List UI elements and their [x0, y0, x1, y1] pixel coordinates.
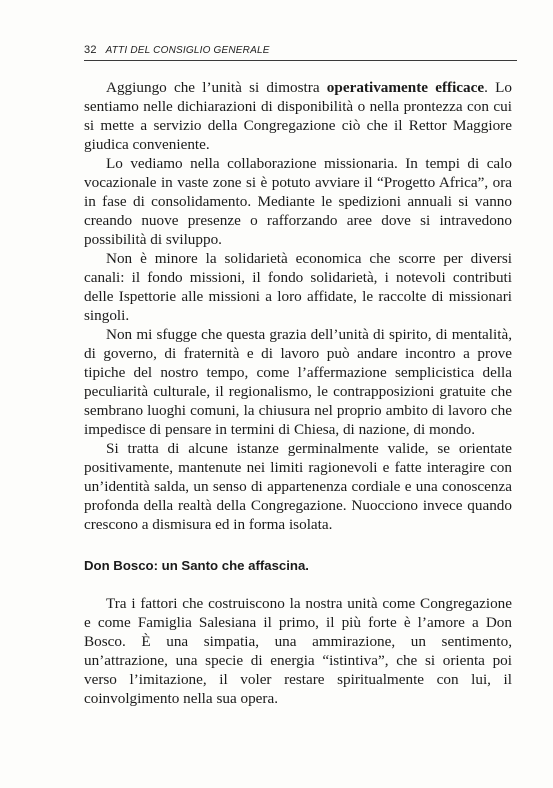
paragraph-text: Aggiungo che l’unità si dimostra — [106, 79, 327, 96]
section-heading: Don Bosco: un Santo che affascina. — [84, 558, 309, 573]
paragraph: Non è minore la solidarietà economica che scorre per diversi canali: il fondo missioni, il fondo solidarietà, i notevoli contributi delle Ispettorie alle missioni a loro affidate, le raccolte di missionari singoli. — [84, 250, 512, 324]
paragraph: Lo vediamo nella collaborazione missionaria. In tempi di calo vocazionale in vaste zone si è potuto avviare il “Progetto Africa”, ora in fase di consolidamento. Mediante le spedizioni annuali si vanno creando nuove presenze o rafforzando aree dove si intravedono possibilità di sviluppo. — [84, 155, 512, 248]
paragraph — [84, 78, 512, 154]
running-header — [84, 44, 517, 61]
paragraph: Tra i fattori che costruiscono la nostra unità come Congregazione e come Famiglia Salesiana il primo, il più forte è l’amore a Don Bosco. È una simpatia, una ammirazione, un sentimento, un’attrazione, una specie di energia “istintiva”, che si orienta poi verso l’imitazione, il voler restare spiritualmente con lui, il coinvolgimento nella sua opera. — [84, 595, 512, 707]
paragraph: Non mi sfugge che questa grazia dell’unità di spirito, di mentalità, di governo, di fraternità e di lavoro può andare incontro a prove tipiche del nostro tempo, come l’affermazione semplicistica della peculiarità culturale, il regionalismo, le contrapposizioni gratuite che sembrano luoghi comuni, la chiusura nel proprio ambito di lavoro che impedisce di pensare in termini di Chiesa, di nazione, di mondo. — [84, 326, 512, 438]
running-title: ATTI DEL CONSIGLIO GENERALE — [105, 45, 270, 56]
body-text — [84, 78, 512, 708]
emphasis-text: operativamente efficace — [326, 79, 485, 96]
paragraph: Si tratta di alcune istanze germinalmente valide, se orientate positivamente, mantenute nei limiti ragionevoli e fatte interagire con un’identità salda, un senso di appartenenza cordiale e una conoscenza profonda della realtà della Congregazione. Nuocciono invece quando crescono a dismisura ed in forma isolata. — [84, 440, 512, 533]
paragraph-text: . Lo sentiamo nelle dichiarazioni di disponibilità o nella prontezza con cui si mette a servizio della Congregazione ciò che il Rettor Maggiore giudica conveniente. — [84, 79, 513, 153]
page-number: 32 — [84, 44, 97, 56]
